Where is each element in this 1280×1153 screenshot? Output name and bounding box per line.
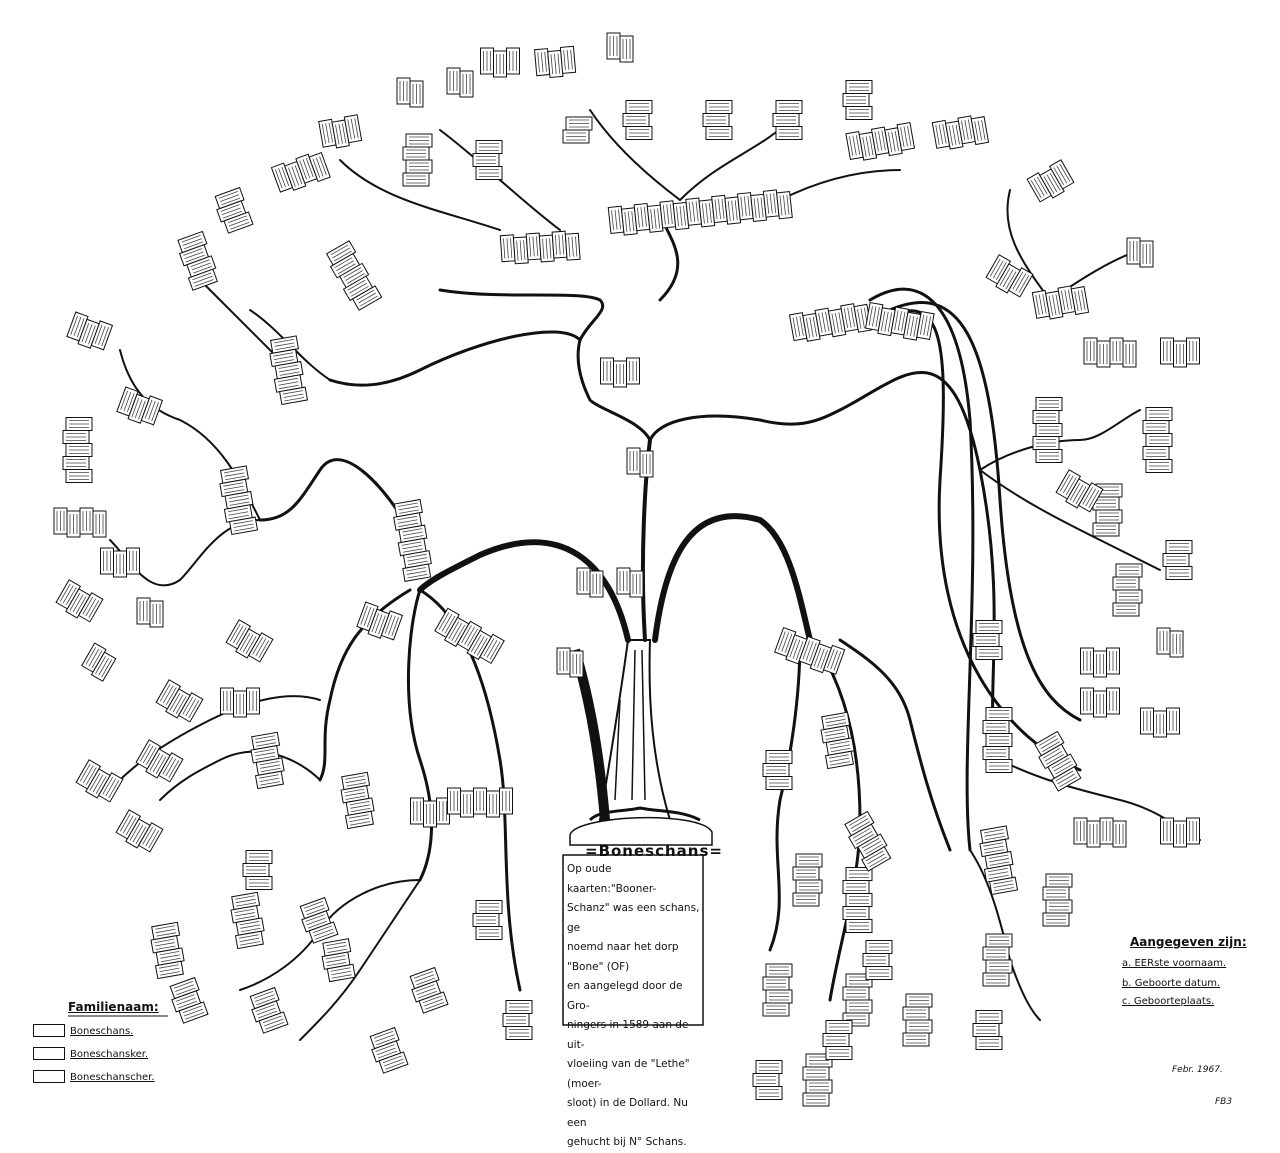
name-card-cluster	[1074, 818, 1126, 847]
name-card-cluster	[1141, 708, 1180, 737]
name-card-cluster	[339, 772, 377, 828]
name-card-cluster	[80, 643, 117, 681]
name-card-cluster	[763, 751, 792, 790]
name-card-cluster	[1163, 541, 1192, 580]
description-line: sloot) in de Dollard. Nu een	[567, 1097, 688, 1129]
name-card-cluster	[66, 312, 113, 353]
name-card-cluster	[563, 117, 592, 143]
name-card-cluster	[115, 810, 163, 855]
name-card-cluster	[790, 301, 872, 343]
name-card-cluster	[221, 688, 260, 717]
diagram-title: =Boneschans=	[585, 842, 723, 860]
name-card-cluster	[101, 548, 140, 577]
name-card-cluster	[1043, 874, 1072, 926]
name-card-cluster	[823, 1021, 852, 1060]
limb-right	[655, 516, 810, 640]
name-card-cluster	[135, 740, 183, 785]
name-card-cluster	[535, 46, 576, 78]
name-card-cluster	[577, 568, 603, 597]
name-card-cluster	[391, 500, 433, 582]
name-card-cluster	[1027, 160, 1075, 205]
legend-entry: Boneschanscher.	[70, 1072, 155, 1083]
branch-fh	[840, 373, 1000, 761]
name-card-cluster	[481, 48, 520, 77]
name-card-cluster	[433, 608, 504, 666]
name-card-cluster	[229, 892, 267, 948]
indicated-entry: c. Geboorteplaats.	[1122, 996, 1215, 1007]
name-card-cluster	[473, 901, 502, 940]
name-card-cluster	[319, 115, 362, 150]
name-card-cluster	[1157, 628, 1183, 657]
name-card-cluster	[1113, 564, 1142, 616]
name-card-cluster	[973, 1011, 1002, 1050]
branch-fe	[330, 332, 580, 385]
tree-mound	[570, 818, 712, 845]
legend-swatch	[33, 1070, 65, 1083]
name-card-cluster	[500, 230, 580, 264]
name-card-cluster	[1161, 338, 1200, 367]
branch-ge	[160, 752, 320, 800]
name-card-cluster	[793, 854, 822, 906]
name-card-cluster	[175, 231, 220, 290]
name-card-cluster	[249, 732, 287, 788]
description-text	[567, 860, 703, 1153]
branch-ed	[578, 340, 650, 440]
name-card-cluster	[271, 150, 330, 195]
name-card-cluster	[846, 123, 915, 163]
name-card-cluster	[403, 134, 432, 186]
branch-ee	[650, 410, 840, 440]
branch-hn	[680, 120, 790, 200]
name-card-cluster	[703, 101, 732, 140]
name-card-cluster	[763, 964, 792, 1016]
name-card-cluster	[407, 968, 448, 1015]
name-card-cluster	[1084, 338, 1136, 367]
name-card-cluster	[225, 620, 273, 665]
name-card-cluster	[627, 448, 653, 477]
name-card-cluster	[819, 712, 857, 768]
name-card-cluster	[1143, 408, 1172, 473]
description-line: Op oude kaarten:"Booner-	[567, 863, 657, 895]
name-card-cluster	[367, 1028, 408, 1075]
legend-swatch	[33, 1024, 65, 1037]
name-card-cluster	[753, 1061, 782, 1100]
description-line: noemd naar het dorp "Bone" (OF)	[567, 941, 679, 973]
name-card-cluster	[932, 114, 988, 152]
name-card-cluster	[983, 708, 1012, 773]
name-card-cluster	[448, 788, 513, 817]
name-card-cluster	[803, 1054, 832, 1106]
name-card-cluster	[865, 303, 934, 343]
name-card-cluster	[218, 466, 258, 535]
legend-swatch	[33, 1047, 65, 1060]
name-card-cluster	[297, 898, 338, 945]
name-card-cluster	[843, 81, 872, 120]
name-card-cluster	[983, 934, 1012, 986]
name-card-cluster	[324, 241, 382, 312]
name-card-cluster	[503, 1001, 532, 1040]
name-card-cluster	[903, 994, 932, 1046]
branch-ff	[440, 290, 603, 340]
indicated-entry: a. EERste voornaam.	[1122, 958, 1227, 969]
description-line: ningers in 1589 aan de uit-	[567, 1019, 689, 1051]
indicated-legend-heading: Aangegeven zijn:	[1130, 935, 1247, 949]
name-card-cluster	[978, 826, 1018, 895]
name-card-cluster	[1032, 731, 1083, 791]
name-card-cluster	[54, 508, 106, 537]
legend-entry: Boneschansker.	[70, 1049, 149, 1060]
name-card-cluster	[149, 922, 187, 978]
name-card-cluster	[356, 602, 403, 643]
name-card-cluster	[1081, 688, 1120, 717]
name-card-cluster	[842, 811, 893, 871]
name-card-cluster	[1081, 648, 1120, 677]
name-card-cluster	[167, 978, 208, 1025]
signature-date: Febr. 1967.	[1172, 1065, 1223, 1075]
name-card-cluster	[397, 78, 423, 107]
description-line: vloeiing van de "Lethe" (moer-	[567, 1058, 690, 1090]
name-card-cluster	[843, 974, 872, 1026]
name-card-cluster	[985, 255, 1033, 300]
name-card-cluster	[608, 189, 792, 237]
description-line: en aangelegd door de Gro-	[567, 980, 683, 1012]
name-card-cluster	[617, 568, 643, 597]
name-card-cluster	[1161, 818, 1200, 847]
name-card-cluster	[1127, 238, 1153, 267]
name-card-cluster	[155, 680, 203, 725]
name-card-cluster	[320, 939, 355, 982]
branch-hr	[780, 170, 900, 200]
name-card-cluster	[601, 358, 640, 387]
name-card-cluster	[863, 941, 892, 980]
name-card-cluster	[1032, 284, 1088, 322]
name-card-cluster	[447, 68, 473, 97]
branch-fd	[260, 460, 410, 530]
name-card-cluster	[75, 760, 123, 805]
name-card-cluster	[247, 988, 288, 1035]
legend-entry: Boneschans.	[70, 1026, 134, 1037]
name-card-cluster	[212, 188, 253, 235]
name-card-cluster	[557, 648, 583, 677]
name-card-cluster	[63, 418, 92, 483]
name-card-cluster	[1033, 398, 1062, 463]
name-card-cluster	[268, 336, 308, 405]
name-card-cluster	[773, 101, 802, 140]
branch-gq	[880, 311, 1080, 770]
signature-initials: FB3	[1215, 1097, 1233, 1107]
name-card-cluster	[973, 621, 1002, 660]
name-card-cluster	[607, 33, 633, 62]
description-line: Schanz" was een schans, ge	[567, 902, 700, 934]
name-card-cluster	[411, 798, 450, 827]
name-card-cluster	[623, 101, 652, 140]
description-line: gehucht bij N° Schans.	[567, 1136, 687, 1148]
name-card-cluster	[473, 141, 502, 180]
name-card-cluster	[843, 868, 872, 933]
name-card-cluster	[137, 598, 163, 627]
family-legend-heading: Familienaam:	[68, 1000, 159, 1014]
indicated-entry: b. Geboorte datum.	[1122, 978, 1221, 989]
branch-fb	[408, 590, 431, 880]
name-card-cluster	[55, 580, 103, 625]
name-card-cluster	[243, 851, 272, 890]
